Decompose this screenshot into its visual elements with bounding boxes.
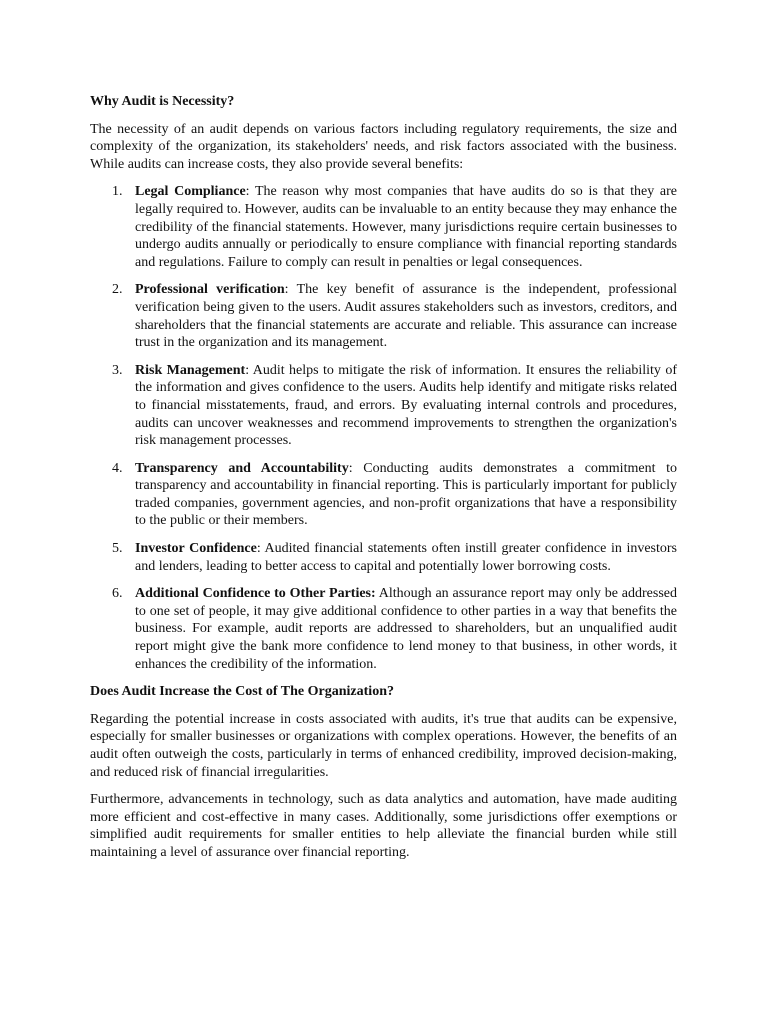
list-item [90, 183, 677, 271]
technology-paragraph: Furthermore, advancements in technology, such as data analytics and automation, have made auditing more efficient and cost-effective in many cases. Additionally, some jurisdictions offer exemptions or simplified audit requirements for smaller entities to help alleviate the financial burden while still maintaining a level of assurance over financial reporting. [90, 792, 677, 860]
list-text: : The key benefit of assurance is the independent, professional verification being given to the users. Audit assures stakeholders such as investors, creditors, and shareholders that the financial statements are accurate and reliable. This assurance can increase trust in the organization and its management. [135, 282, 677, 351]
list-number: 3. [112, 362, 123, 378]
list-text: : Audited financial statements often instill greater confidence in investors and lenders, leading to better access to capital and potentially lower borrowing costs. [135, 541, 678, 574]
list-number: 1. [112, 184, 123, 200]
list-text: Although an assurance report may only be addressed to one set of people, it may give additional confidence to other parties in a way that benefits the business. For example, audit reports are addressed to shareholders, but an unqualified audit report might give the bank more confidence to lend money to that business, in other words, it enhances the credibility of the information. [135, 586, 677, 672]
list-item [90, 540, 677, 575]
list-number: 2. [112, 282, 123, 298]
list-item [90, 585, 677, 673]
intro-paragraph: The necessity of an audit depends on various factors including regulatory requirements, the size and complexity of the organization, its stakeholders' needs, and risk factors associated with the business. While audits can increase costs, they also provide several benefits: [90, 121, 677, 172]
list-term: Transparency and Accountability [135, 460, 349, 476]
list-text: : Audit helps to mitigate the risk of information. It ensures the reliability of the information and gives confidence to the users. Audits help identify and mitigate risks related to financial misstatements, fraud, and errors. By evaluating internal controls and procedures, audits can uncover weaknesses and recommend improvements to strengthen the organization's risk management processes. [135, 362, 677, 449]
list-term: Professional verification [135, 282, 285, 298]
list-term: Investor Confidence [135, 541, 257, 557]
list-text: : Conducting audits demonstrates a commitment to transparency and accountability in financial reporting. This is particularly important for publicly traded companies, government agencies, and non-profit organizations that have a responsibility to the public or their members. [135, 460, 677, 529]
list-text: : The reason why most companies that have audits do so is that they are legally required to. However, audits can be invaluable to an entity because they may enhance the credibility of the financial statements. However, many jurisdictions require certain businesses to undergo audits annually or periodically to ensure compliance with financial reporting standards and regulations. Failure to comply can result in penalties or legal consequences. [135, 184, 678, 270]
list-term: Risk Management [135, 362, 246, 378]
list-item [90, 362, 677, 450]
list-number: 4. [112, 460, 123, 476]
cost-paragraph: Regarding the potential increase in costs associated with audits, it's true that audits can be expensive, especially for smaller businesses or organizations with complex operations. However, the benefits of an audit often outweigh the costs, particularly in terms of enhanced credibility, improved decision-making, and reduced risk of financial irregularities. [90, 711, 677, 780]
list-number: 5. [112, 541, 123, 557]
benefits-list [90, 183, 677, 673]
document-page [90, 93, 677, 872]
list-term: Legal Compliance [135, 184, 246, 200]
list-item [90, 460, 677, 530]
list-item [90, 281, 677, 351]
section-heading-why-audit: Why Audit is Necessity? [90, 94, 235, 109]
list-number: 6. [112, 586, 123, 602]
section-heading-audit-cost: Does Audit Increase the Cost of The Organization? [90, 684, 394, 700]
list-term: Additional Confidence to Other Parties: [135, 586, 376, 602]
